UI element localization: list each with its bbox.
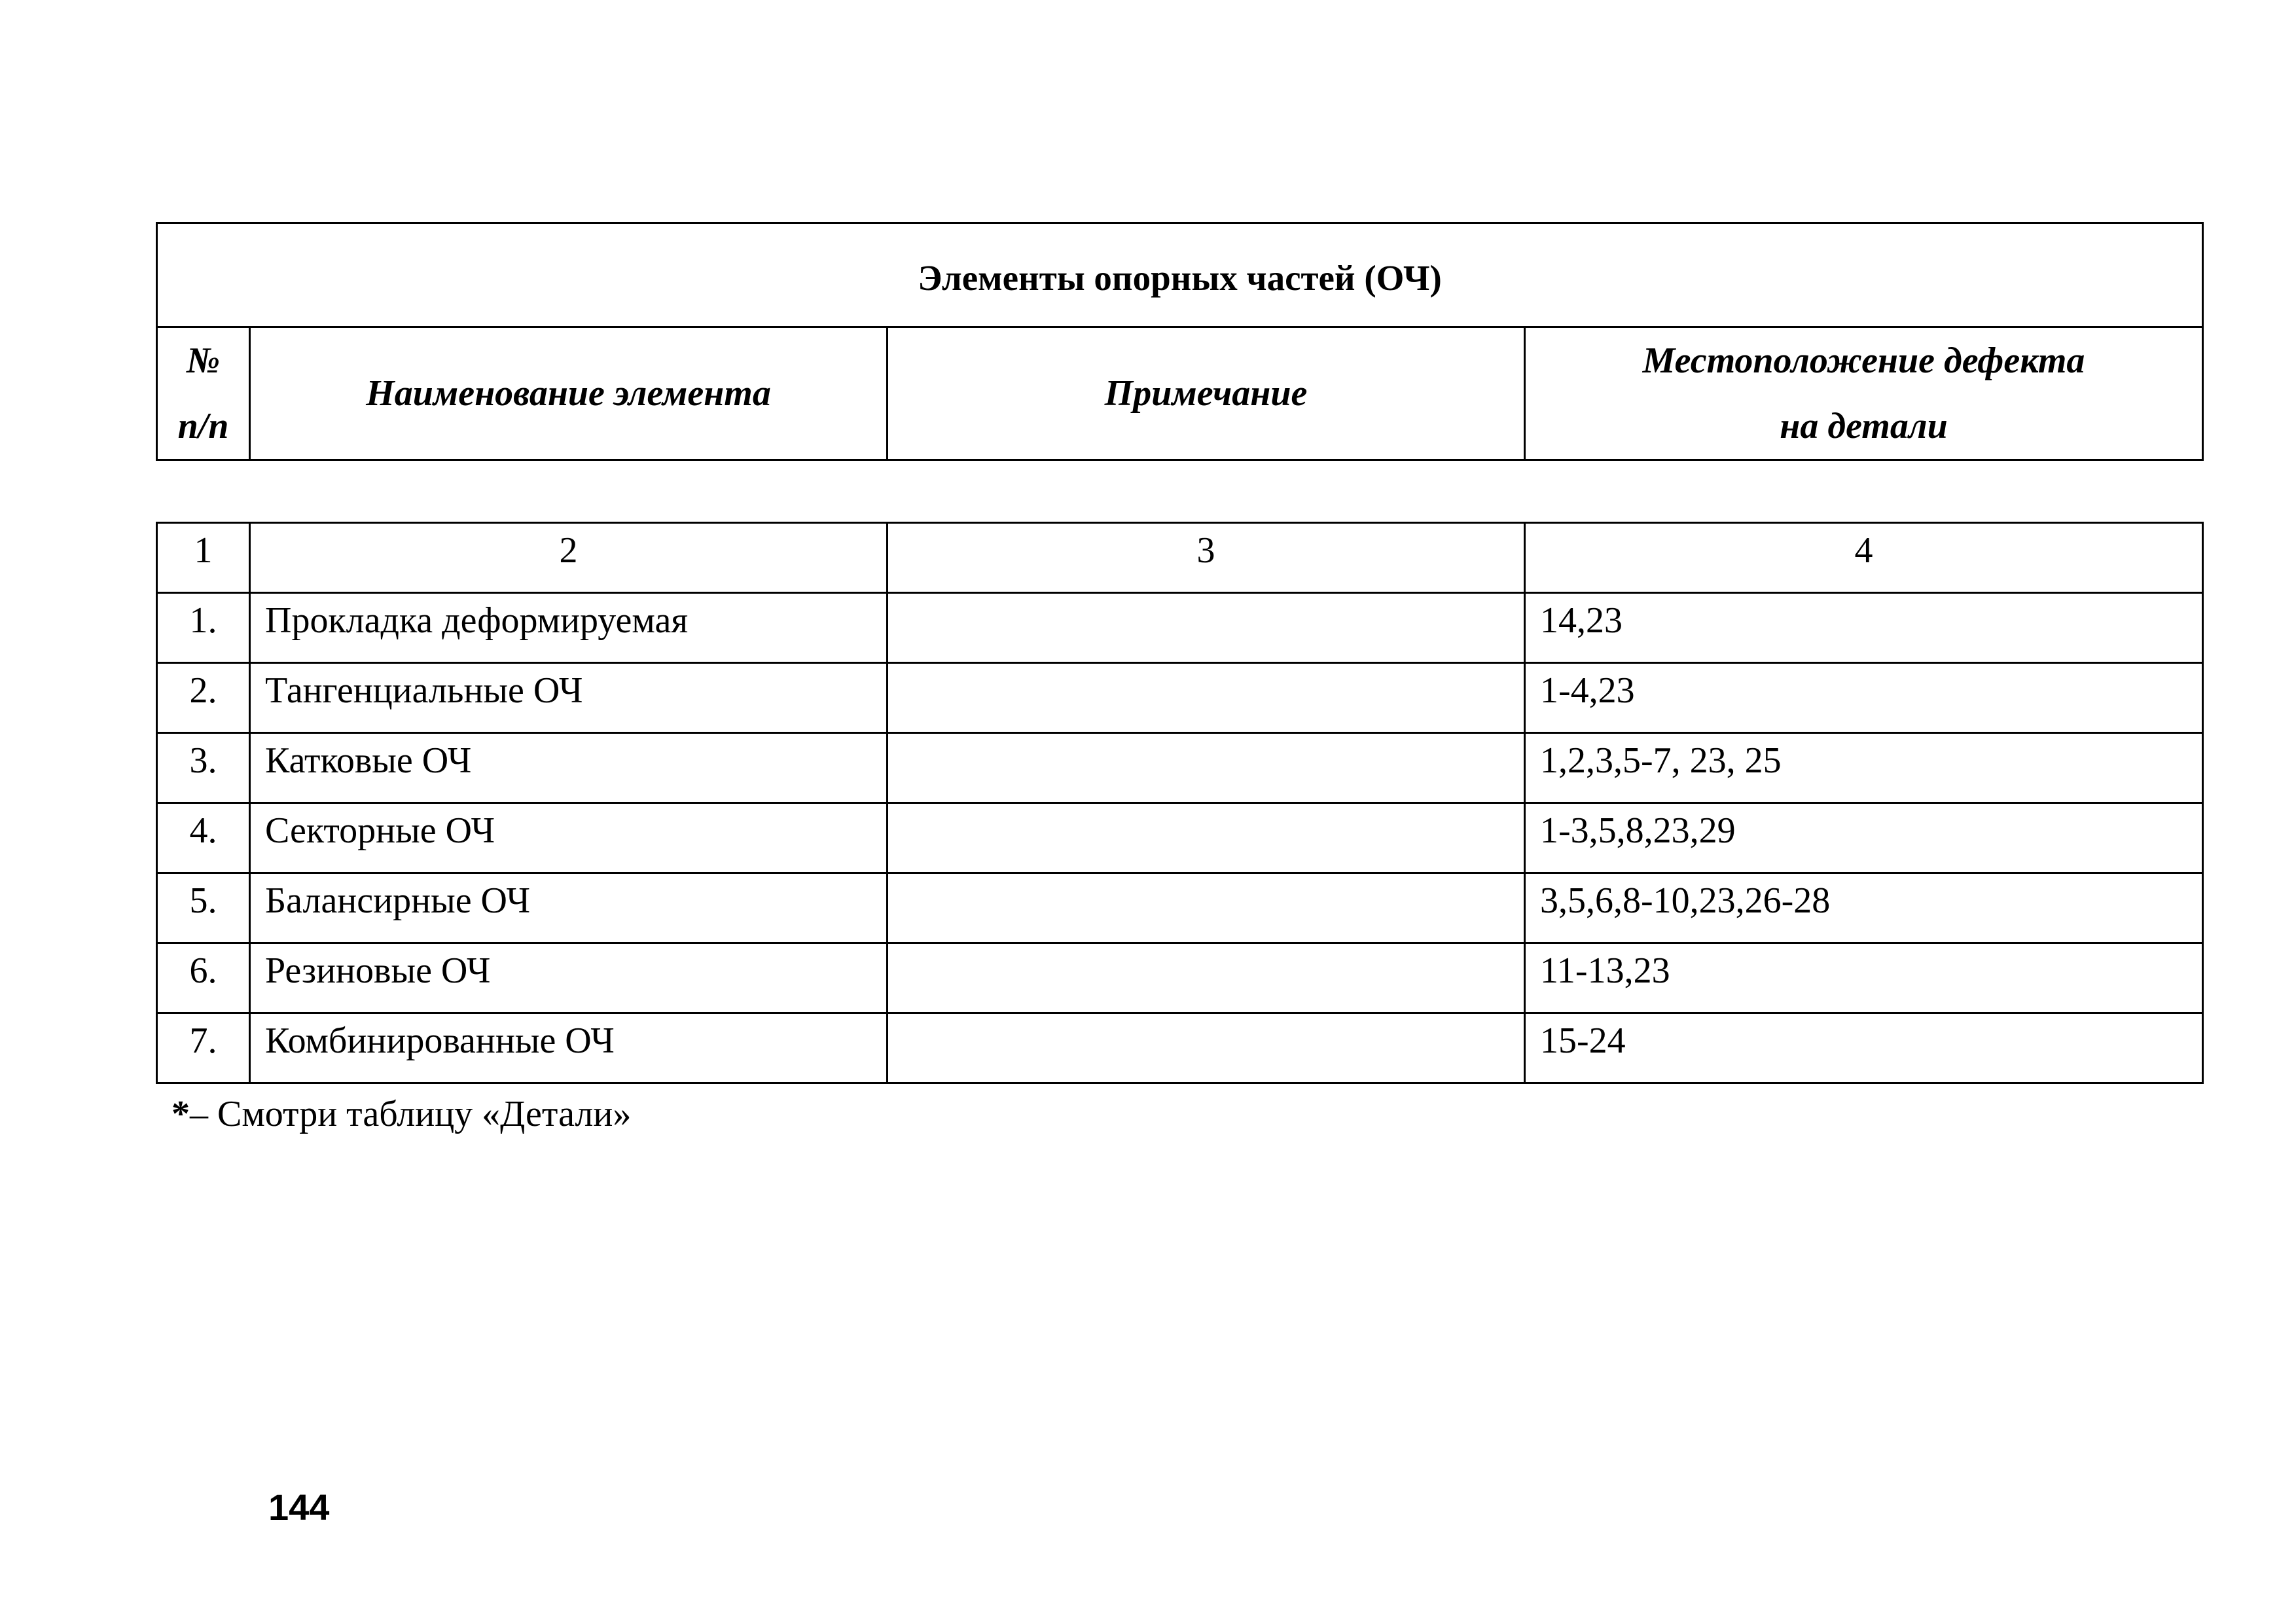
element-note: [888, 803, 1525, 873]
element-name: Балансирные ОЧ: [250, 873, 888, 943]
header-table: [156, 222, 2204, 461]
element-note: [888, 873, 1525, 943]
table-row: [157, 1013, 2203, 1083]
row-number: 6.: [157, 943, 250, 1013]
element-note: [888, 663, 1525, 733]
column-header-number: [157, 327, 250, 460]
element-note: [888, 943, 1525, 1013]
element-name: Резиновые ОЧ: [250, 943, 888, 1013]
defect-location: 11-13,23: [1525, 943, 2203, 1013]
footnote-star: *: [171, 1094, 190, 1134]
table-row: [157, 873, 2203, 943]
defect-location: 1-3,5,8,23,29: [1525, 803, 2203, 873]
defect-location: 1,2,3,5-7, 23, 25: [1525, 733, 2203, 803]
row-number: 2.: [157, 663, 250, 733]
row-number: 5.: [157, 873, 250, 943]
element-name: Комбинированные ОЧ: [250, 1013, 888, 1083]
defect-location: 15-24: [1525, 1013, 2203, 1083]
column-number: 4: [1525, 523, 2203, 593]
column-number: 3: [888, 523, 1525, 593]
column-header-number-line1: №: [186, 340, 221, 381]
element-name: Тангенциальные ОЧ: [250, 663, 888, 733]
defect-location: 1-4,23: [1525, 663, 2203, 733]
footnote: [171, 1093, 631, 1135]
table-title: Элементы опорных частей (ОЧ): [157, 223, 2203, 327]
column-header-location-line2: на детали: [1780, 406, 1948, 446]
element-note: [888, 733, 1525, 803]
element-note: [888, 593, 1525, 663]
table-row: [157, 593, 2203, 663]
row-number: 1.: [157, 593, 250, 663]
column-header-location: [1525, 327, 2203, 460]
column-number: 1: [157, 523, 250, 593]
table-row: [157, 663, 2203, 733]
row-number: 4.: [157, 803, 250, 873]
row-number: 3.: [157, 733, 250, 803]
column-header-number-line2: п/п: [177, 406, 229, 446]
elements-table: [156, 522, 2204, 1084]
defect-location: 3,5,6,8-10,23,26-28: [1525, 873, 2203, 943]
row-number: 7.: [157, 1013, 250, 1083]
defect-location: 14,23: [1525, 593, 2203, 663]
footnote-text: – Смотри таблицу «Детали»: [190, 1094, 632, 1134]
column-header-location-line1: Местоположение дефекта: [1642, 340, 2085, 381]
table-row: [157, 803, 2203, 873]
element-name: Катковые ОЧ: [250, 733, 888, 803]
column-number: 2: [250, 523, 888, 593]
element-note: [888, 1013, 1525, 1083]
column-header-note: Примечание: [888, 327, 1525, 460]
page-number: 144: [268, 1487, 330, 1528]
table-row: [157, 943, 2203, 1013]
table-row: [157, 733, 2203, 803]
column-number-row: [157, 523, 2203, 593]
column-header-name: Наименование элемента: [250, 327, 888, 460]
element-name: Прокладка деформируемая: [250, 593, 888, 663]
element-name: Секторные ОЧ: [250, 803, 888, 873]
